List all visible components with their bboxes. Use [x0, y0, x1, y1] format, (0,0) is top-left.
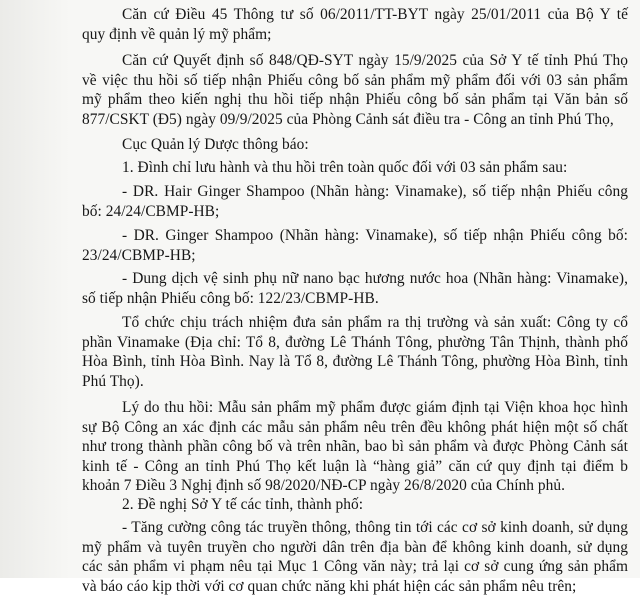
text-line: 877/CSKT (Đ5) ngày 09/9/2025 của Phòng Cảnh sát điều tra - Công an tỉnh Phú Thọ,	[82, 110, 628, 130]
text-line: như trong thành phần công bố và trên nhãn, bao bì sản phẩm và được Phòng Cảnh sát	[82, 437, 628, 457]
text-line: kinh tế - Công an tỉnh Phú Thọ kết luận là “hàng giả” căn cứ quy định tại điểm b	[82, 457, 628, 477]
text-line: Căn cứ Quyết định số 848/QĐ-SYT ngày 15/9/2025 của Sở Y tế tỉnh Phú Thọ	[122, 51, 628, 71]
text-line: về việc thu hồi số tiếp nhận Phiếu công bố sản phẩm mỹ phẩm đối với 03 sản phẩm	[82, 71, 628, 91]
text-line: 1. Đình chỉ lưu hành và thu hồi trên toàn quốc đối với 03 sản phẩm sau:	[122, 158, 628, 178]
text-line: Lý do thu hồi: Mẫu sản phẩm mỹ phẩm được giám định tại Viện khoa học hình	[122, 398, 628, 418]
text-line: - DR. Hair Ginger Shampoo (Nhãn hàng: Vinamake), số tiếp nhận Phiếu công	[122, 182, 628, 202]
text-line: - DR. Ginger Shampoo (Nhãn hàng: Vinamake), số tiếp nhận Phiếu công bố:	[122, 226, 628, 246]
text-line: Tổ chức chịu trách nhiệm đưa sản phẩm ra thị trường và sản xuất: Công ty cổ	[122, 313, 628, 333]
text-line: và báo cáo kịp thời với cơ quan chức năng khi phát hiện các sản phẩm nêu trên;	[82, 577, 628, 596]
text-line: Hòa Bình, tỉnh Hòa Bình. Nay là Tổ 8, đường Lê Thánh Tông, phường Hòa Bình, tỉnh	[82, 352, 628, 372]
text-line: mỹ phẩm và tuyên truyền cho người dân trên địa bàn để không kinh doanh, sử dụng	[82, 538, 628, 558]
text-line: - Dung dịch vệ sinh phụ nữ nano bạc hương nước hoa (Nhãn hàng: Vinamake),	[122, 269, 628, 289]
text-line: các sản phẩm vi phạm nêu tại Mục 1 Công văn này; trả lại cơ sở cung ứng sản phẩm	[82, 557, 628, 577]
text-line: mỹ phẩm theo kiến nghị thu hồi tiếp nhận Phiếu công bố sản phẩm tại Văn bản số	[82, 90, 628, 110]
text-line: Cục Quản lý Dược thông báo:	[122, 135, 628, 155]
text-line: phần Vinamake (Địa chỉ: Tổ 8, đường Lê Thánh Tông, phường Tân Thịnh, thành phố	[82, 333, 628, 353]
text-line: bố: 24/24/CBMP-HB;	[82, 202, 628, 222]
text-line: Căn cứ Điều 45 Thông tư số 06/2011/TT-BYT ngày 25/01/2011 của Bộ Y tế	[122, 5, 628, 25]
text-line: số tiếp nhận Phiếu công bố: 122/23/CBMP-HB.	[82, 289, 628, 309]
text-line: 2. Đề nghị Sở Y tế các tỉnh, thành phố:	[122, 495, 628, 515]
text-line: - Tăng cường công tác truyền thông, thông tin tới các cơ sở kinh doanh, sử dụng	[122, 518, 628, 538]
text-line: quy định về quản lý mỹ phẩm;	[82, 25, 628, 45]
text-line: sự Bộ Công an xác định các mẫu sản phẩm nêu trên đều không phát hiện một số chất	[82, 418, 628, 438]
page-shadow	[0, 0, 70, 578]
text-line: khoản 7 Điều 3 Nghị định số 98/2020/NĐ-CP ngày 26/8/2020 của Chính phủ.	[82, 476, 628, 496]
text-line: 23/24/CBMP-HB;	[82, 246, 628, 266]
text-line: Phú Thọ).	[82, 372, 628, 392]
